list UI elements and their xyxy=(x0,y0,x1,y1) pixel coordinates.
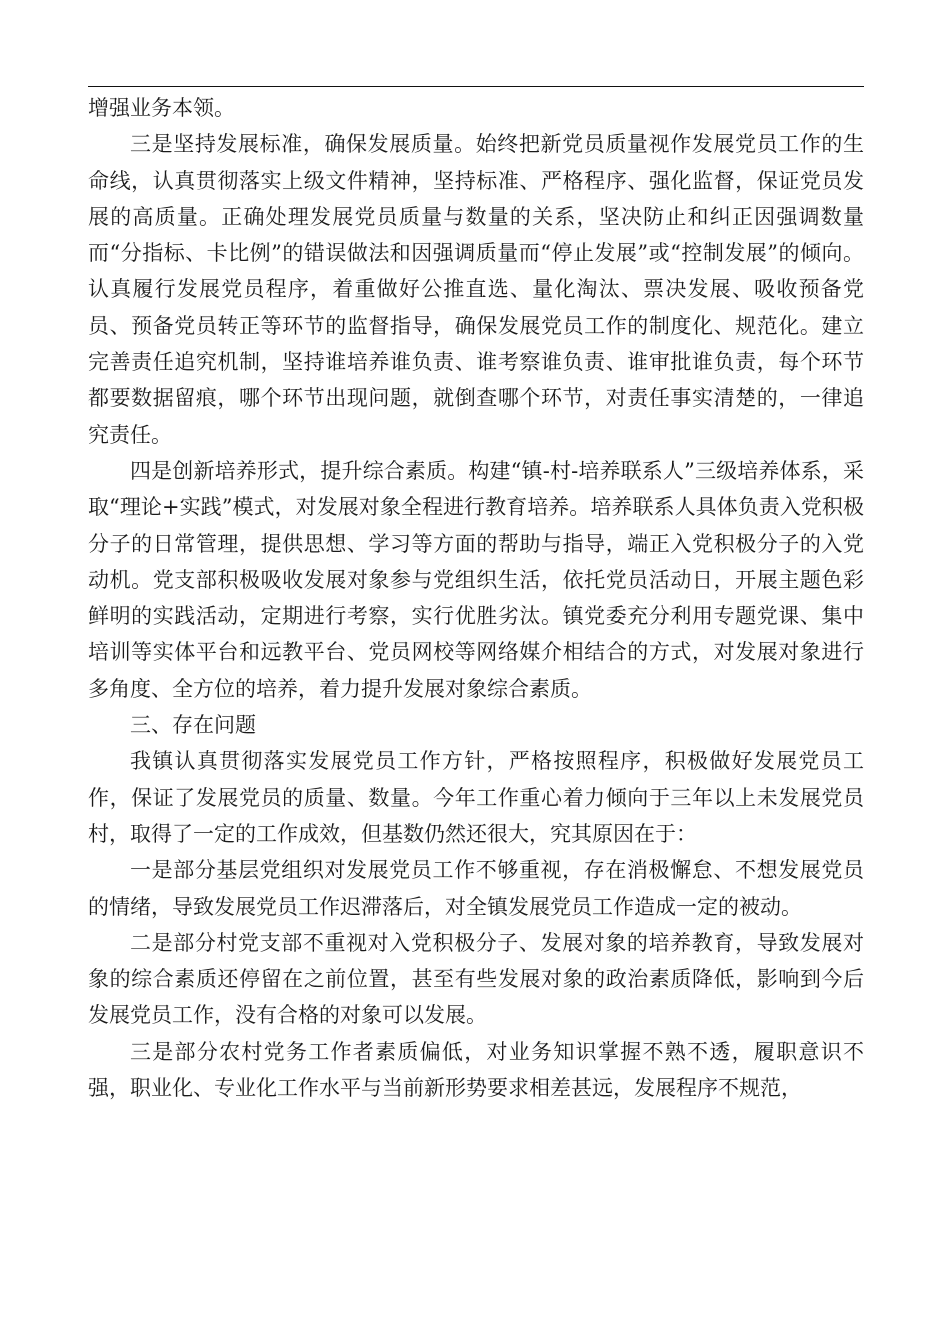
document-body xyxy=(88,90,864,1106)
paragraph-problem-3: 三是部分农村党务工作者素质偏低，对业务知识掌握不熟不透，履职意识不强，职业化、专业化工作水平与当前新形势要求相差甚远，发展程序不规范， xyxy=(88,1039,864,1101)
section-heading-problems: 三、存在问题 xyxy=(130,713,256,738)
paragraph-summary: 我镇认真贯彻落实发展党员工作方针，严格按照程序，积极做好发展党员工作，保证了发展党员的质量、数量。今年工作重心着力倾向于三年以上未发展党员村，取得了一定的工作成效，但基数仍然还很大，究其原因在于： xyxy=(88,749,864,846)
paragraph-standards: 三是坚持发展标准，确保发展质量。始终把新党员质量视作发展党员工作的生命线，认真贯彻落实上级文件精神，坚持标准、严格程序、强化监督，保证党员发展的高质量。正确处理发展党员质量与数量的关系，坚决防止和纠正因强调数量而“分指标、卡比例”的错误做法和因强调质量而“停止发展”或“控制发展”的倾向。认真履行发展党员程序，着重做好公推直选、量化淘汰、票决发展、吸收预备党员、预备党员转正等环节的监督指导，确保发展党员工作的制度化、规范化。建立完善责任追究机制，坚持谁培养谁负责、谁考察谁负责、谁审批谁负责，每个环节都要数据留痕，哪个环节出现问题，就倒查哪个环节，对责任事实清楚的，一律追究责任。 xyxy=(88,132,864,447)
paragraph-continuation: 增强业务本领。 xyxy=(88,96,235,120)
paragraph-problem-1: 一是部分基层党组织对发展党员工作不够重视，存在消极懈怠、不想发展党员的情绪，导致发展党员工作迟滞落后，对全镇发展党员工作造成一定的被动。 xyxy=(88,858,864,919)
paragraph-training: 四是创新培养形式，提升综合素质。构建“镇-村-培养联系人”三级培养体系，采取“理论+实践”模式，对发展对象全程进行教育培养。培养联系人具体负责入党积极分子的日常管理，提供思想、学习等方面的帮助与指导，端正入党积极分子的入党动机。党支部积极吸收发展对象参与党组织生活，依托党员活动日，开展主题色彩鲜明的实践活动，定期进行考察，实行优胜劣汰。镇党委充分利用专题党课、集中培训等实体平台和远教平台、党员网校等网络媒介相结合的方式，对发展对象进行多角度、全方位的培养，着力提升发展对象综合素质。 xyxy=(88,458,864,701)
paragraph-problem-2: 二是部分村党支部不重视对入党积极分子、发展对象的培养教育，导致发展对象的综合素质还停留在之前位置，甚至有些发展对象的政治素质降低，影响到今后发展党员工作，没有合格的对象可以发展。 xyxy=(88,930,864,1028)
header-rule xyxy=(88,86,864,87)
